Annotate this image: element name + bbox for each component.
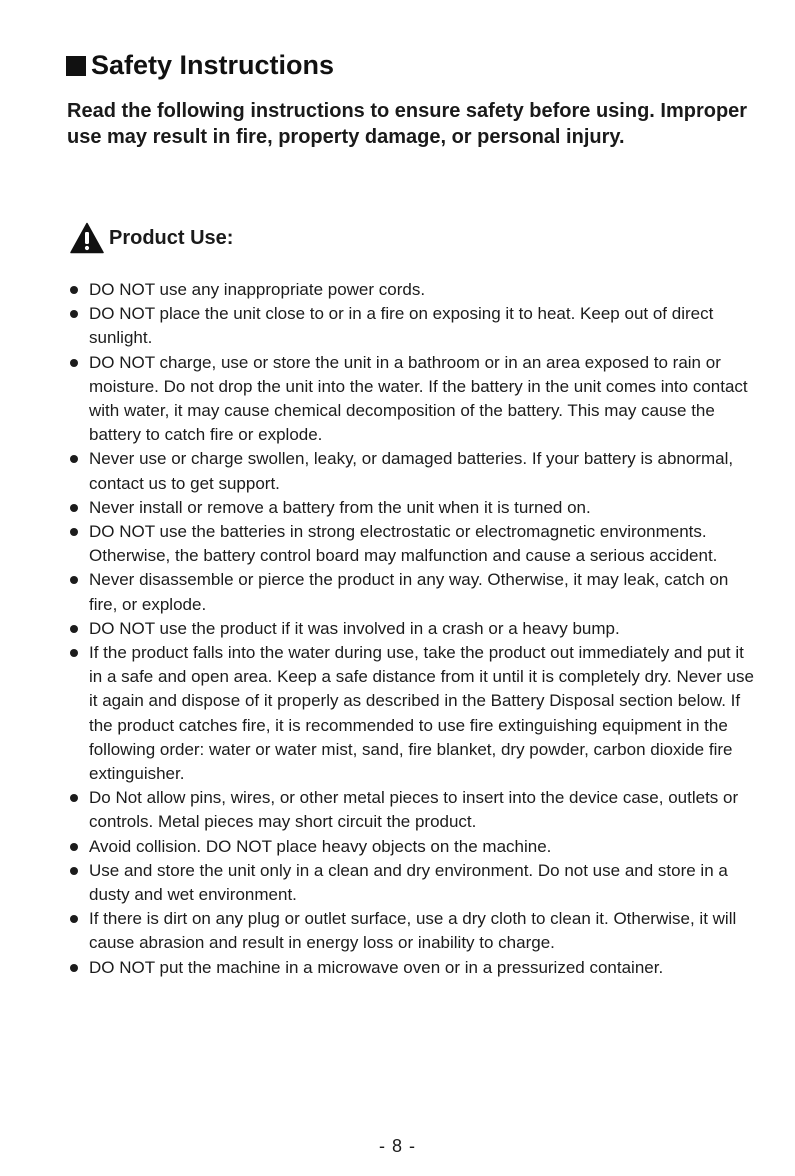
list-item-text: Never use or charge swollen, leaky, or damaged batteries. If your battery is abnormal, contact us to get support. xyxy=(89,449,734,493)
list-item xyxy=(70,859,758,907)
bullet-icon xyxy=(70,286,78,294)
list-item-text: Never install or remove a battery from the unit when it is turned on. xyxy=(89,497,591,517)
list-item-text: Avoid collision. DO NOT place heavy objects on the machine. xyxy=(89,836,552,856)
page-title xyxy=(66,50,334,81)
list-item-text: If the product falls into the water during use, take the product out immediately and put it in a safe and open area. Keep a safe distance from it until it is completely dry. Never use it again and dispose of it properly as described in the Battery Disposal section below. If the product catches fire, it is recommended to use fire extinguishing equipment in the following order: water or water mist, sand, fire blanket, dry powder, carbon dioxide fire extinguisher. xyxy=(89,643,754,784)
bullet-icon xyxy=(70,649,78,657)
bullet-icon xyxy=(70,625,78,633)
page-title-text: Safety Instructions xyxy=(91,50,335,80)
safety-rules-list xyxy=(70,278,758,980)
list-item-text: DO NOT place the unit close to or in a fire on exposing it to heat. Keep out of direct sunlight. xyxy=(89,304,714,348)
bullet-icon xyxy=(70,359,78,367)
list-item xyxy=(70,641,758,786)
page-number: - 8 - xyxy=(378,1136,416,1156)
list-item-text: DO NOT charge, use or store the unit in a bathroom or in an area exposed to rain or moisture. Do not drop the unit into the water. If the battery in the unit comes into contact with water, it may cause chemical decomposition of the battery. This may cause the battery to catch fire or explode. xyxy=(89,352,748,445)
bullet-icon xyxy=(70,964,78,972)
list-item xyxy=(70,835,758,859)
bullet-icon xyxy=(70,310,78,318)
list-item xyxy=(70,786,758,834)
black-square-icon xyxy=(66,56,86,76)
warning-triangle-icon xyxy=(70,222,104,254)
list-item-text: DO NOT use the product if it was involved in a crash or a heavy bump. xyxy=(89,618,620,638)
bullet-icon xyxy=(70,843,78,851)
list-item xyxy=(70,617,758,641)
list-item-text: Use and store the unit only in a clean and dry environment. Do not use and store in a dusty and wet environment. xyxy=(89,860,728,905)
list-item xyxy=(70,278,758,302)
list-item xyxy=(70,568,758,616)
list-item-text: Never disassemble or pierce the product in any way. Otherwise, it may leak, catch on fire, or explode. xyxy=(89,570,729,614)
section-heading xyxy=(70,222,233,254)
list-item xyxy=(70,496,758,520)
bullet-icon xyxy=(70,504,78,512)
list-item-text: DO NOT use any inappropriate power cords. xyxy=(89,280,426,299)
intro-paragraph: Read the following instructions to ensure safety before using. Improper use may result in fire, property damage, or personal injury. xyxy=(67,100,748,148)
list-item-text: If there is dirt on any plug or outlet surface, use a dry cloth to clean it. Otherwise, it will cause abrasion and result in energy loss or inability to charge. xyxy=(89,909,737,953)
bullet-icon xyxy=(70,455,78,463)
list-item-text: Do Not allow pins, wires, or other metal pieces to insert into the device case, outlets or controls. Metal pieces may short circuit the product. xyxy=(89,788,739,832)
list-item-text: DO NOT use the batteries in strong electrostatic or electromagnetic environments. Otherwise, the battery control board may malfunction and cause a serious accident. xyxy=(89,522,718,566)
section-heading-text: Product Use: xyxy=(109,226,234,249)
list-item xyxy=(70,447,758,495)
list-item xyxy=(70,520,758,568)
bullet-icon xyxy=(70,915,78,923)
list-item xyxy=(70,351,758,448)
list-item xyxy=(70,302,758,350)
list-item-text: DO NOT put the machine in a microwave oven or in a pressurized container. xyxy=(89,957,664,977)
list-item xyxy=(70,956,758,980)
bullet-icon xyxy=(70,867,78,875)
bullet-icon xyxy=(70,528,78,536)
bullet-icon xyxy=(70,576,78,584)
bullet-icon xyxy=(70,794,78,802)
list-item xyxy=(70,907,758,955)
